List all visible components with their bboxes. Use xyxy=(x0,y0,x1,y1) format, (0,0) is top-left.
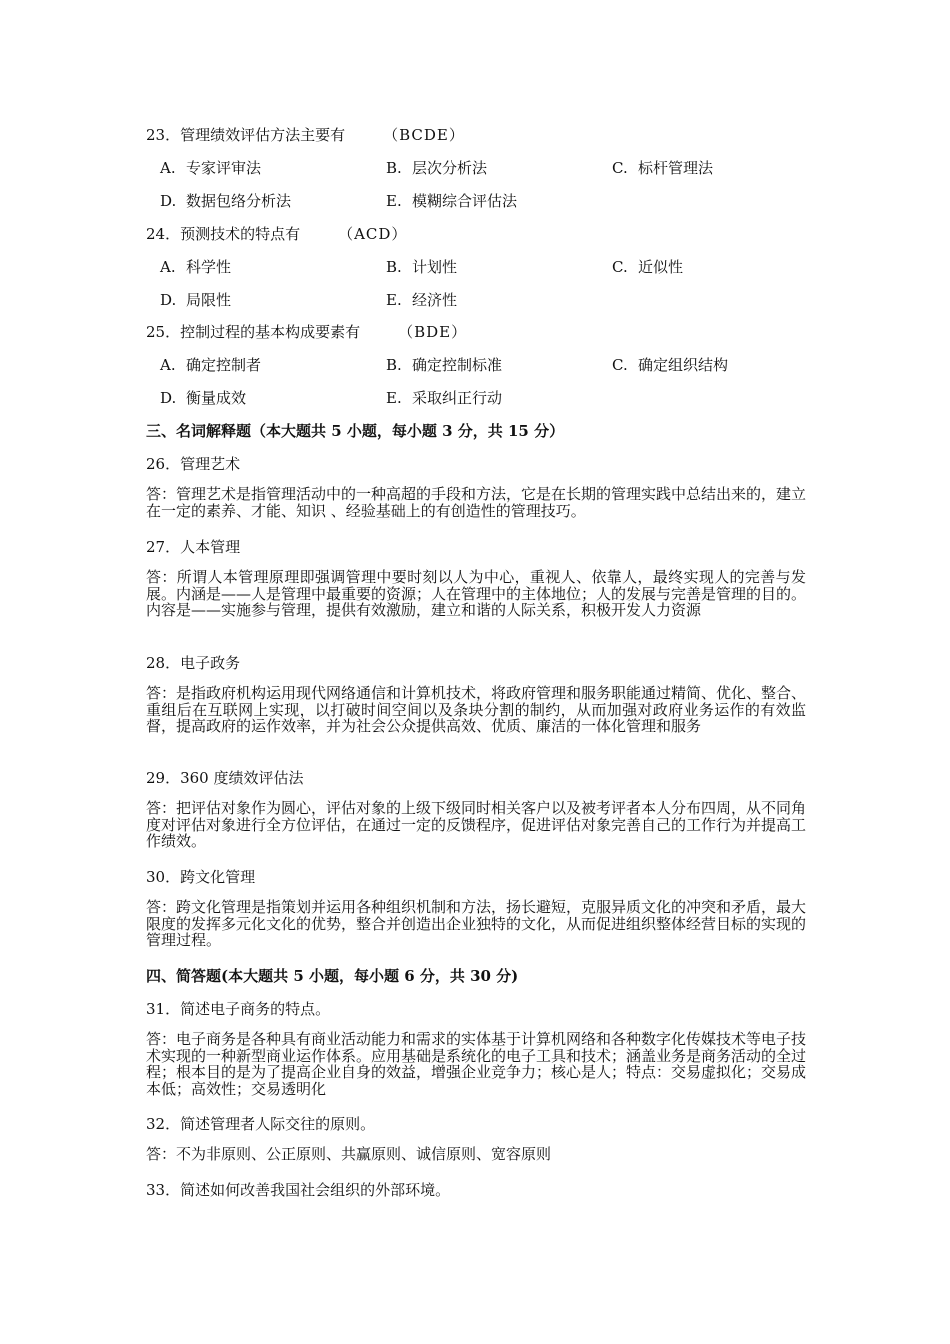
option-b: B. 计划性 xyxy=(386,258,458,276)
option-e: E. 模糊综合评估法 xyxy=(386,192,518,210)
question-answer: 答：电子商务是各种具有商业活动能力和需求的实体基于计算机网络和各种数字化传媒技术等电子技术实现的一种新型商业运作体系。应用基础是系统化的电子工具和技术；涵盖业务是商务活动的全过程；根本目的是为了提高企业自身的效益，增强企业竞争力；核心是人；特点：交易虚拟化；交易成本低；高效性；交易透明化 xyxy=(146,1030,807,1098)
option-c: C. 确定组织结构 xyxy=(612,356,729,374)
section-heading: 三、名词解释题（本大题共 5 小题，每小题 3 分，共 15 分） xyxy=(146,422,565,440)
option-a: A. 确定控制者 xyxy=(160,356,262,374)
question-stem: 25．控制过程的基本构成要素有 xyxy=(146,323,361,341)
section-heading: 四、简答题(本大题共 5 小题，每小题 6 分，共 30 分) xyxy=(146,967,519,985)
question-23 xyxy=(146,124,806,145)
question-title: 32．简述管理者人际交往的原则。 xyxy=(146,1115,376,1133)
question-25 xyxy=(146,321,806,342)
option-a: A. 科学性 xyxy=(160,258,232,276)
question-24 xyxy=(146,223,806,244)
question-stem: 23．管理绩效评估方法主要有 xyxy=(146,126,346,144)
question-answer: （BCDE） xyxy=(383,126,465,144)
options-row xyxy=(160,289,800,309)
option-b: B. 层次分析法 xyxy=(386,159,488,177)
option-c: C. 近似性 xyxy=(612,258,684,276)
question-answer: （ACD） xyxy=(338,225,408,243)
option-a: A. 专家评审法 xyxy=(160,159,262,177)
option-d: D. 数据包络分析法 xyxy=(160,192,292,210)
option-d: D. 局限性 xyxy=(160,291,232,309)
question-stem: 24．预测技术的特点有 xyxy=(146,225,301,243)
options-row xyxy=(160,190,800,210)
option-d: D. 衡量成效 xyxy=(160,389,247,407)
term-title: 28．电子政务 xyxy=(146,654,241,672)
term-answer: 答：跨文化管理是指策划并运用各种组织机制和方法，扬长避短，克服异质文化的冲突和矛盾，最大限度的发挥多元化文化的优势，整合并创造出企业独特的文化，从而促进组织整体经营目标的实现的管理过程。 xyxy=(146,898,807,949)
options-row xyxy=(160,157,800,177)
term-answer: 答：把评估对象作为圆心，评估对象的上级下级同时相关客户以及被考评者本人分布四周，从不同角度对评估对象进行全方位评估，在通过一定的反馈程序，促进评估对象完善自己的工作行为并提高工作绩效。 xyxy=(146,799,807,850)
question-answer: （BDE） xyxy=(398,323,468,341)
term-title: 29．360 度绩效评估法 xyxy=(146,769,304,787)
term-answer: 答：是指政府机构运用现代网络通信和计算机技术，将政府管理和服务职能通过精简、优化、整合、重组后在互联网上实现，以打破时间空间以及条块分割的制约，从而加强对政府业务运作的有效监督，提高政府的运作效率，并为社会公众提供高效、优质、廉洁的一体化管理和服务 xyxy=(146,684,807,735)
question-title: 31．简述电子商务的特点。 xyxy=(146,1000,331,1018)
term-answer: 答：管理艺术是指管理活动中的一种高超的手段和方法，它是在长期的管理实践中总结出来的，建立在一定的素养、才能、知识 、经验基础上的有创造性的管理技巧。 xyxy=(146,485,807,520)
term-title: 26．管理艺术 xyxy=(146,455,241,473)
term-title: 30．跨文化管理 xyxy=(146,868,256,886)
question-answer: 答：不为非原则、公正原则、共赢原则、诚信原则、宽容原则 xyxy=(146,1145,552,1163)
option-b: B. 确定控制标准 xyxy=(386,356,503,374)
term-title: 27．人本管理 xyxy=(146,538,241,556)
question-title: 33．简述如何改善我国社会组织的外部环境。 xyxy=(146,1181,451,1199)
option-e: E. 采取纠正行动 xyxy=(386,389,503,407)
options-row xyxy=(160,256,800,276)
option-c: C. 标杆管理法 xyxy=(612,159,714,177)
term-answer: 答：所谓人本管理原理即强调管理中要时刻以人为中心，重视人、依靠人，最终实现人的完善与发展。内涵是——人是管理中最重要的资源；人在管理中的主体地位；人的发展与完善是管理的目的。内容是——实施参与管理，提供有效激励，建立和谐的人际关系，积极开发人力资源 xyxy=(146,568,807,619)
options-row xyxy=(160,354,800,374)
options-row xyxy=(160,387,800,407)
option-e: E. 经济性 xyxy=(386,291,458,309)
